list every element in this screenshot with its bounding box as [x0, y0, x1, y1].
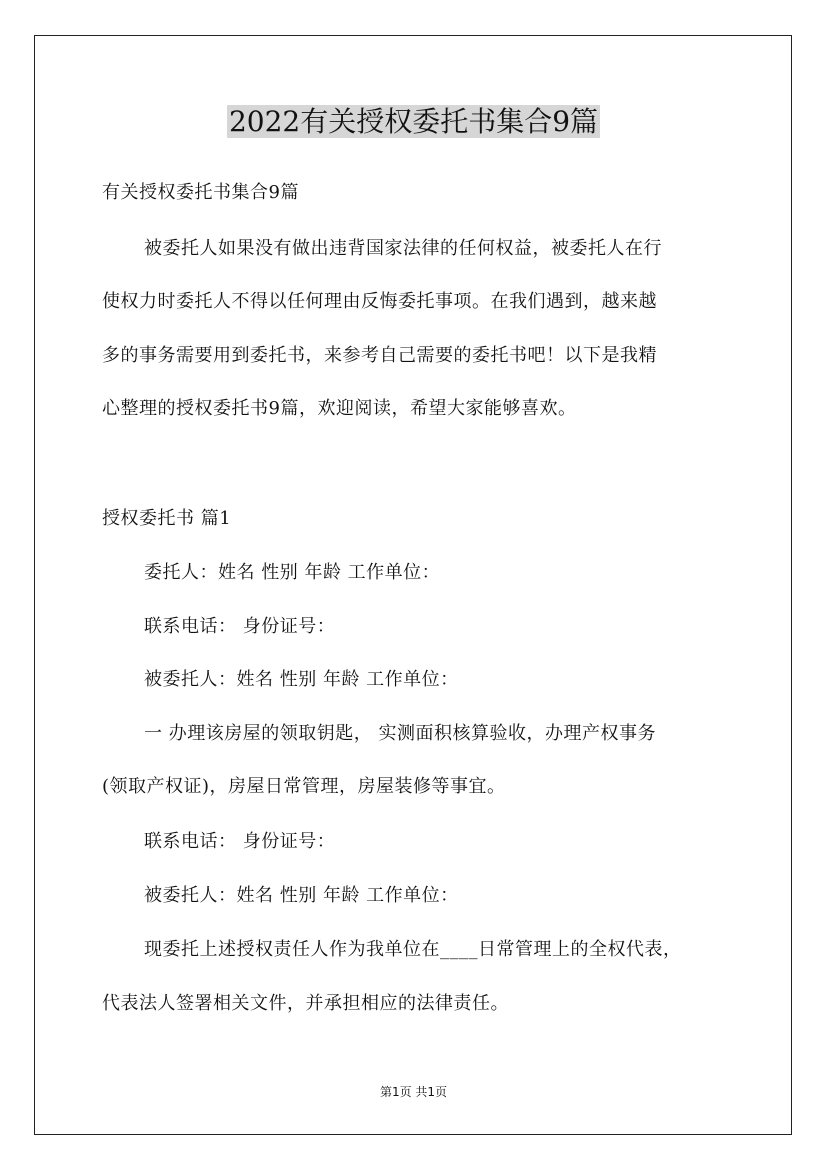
body-line: 被委托人：姓名 性别 年龄 工作单位： [144, 669, 459, 690]
intro-line: 多的事务需要用到委托书，来参考自己需要的委托书吧！以下是我精 [102, 345, 657, 366]
intro-line: 使权力时委托人不得以任何理由反悔委托事项。在我们遇到，越来越 [102, 291, 657, 312]
body-line: 现委托上述授权责任人作为我单位在____日常管理上的全权代表， [144, 939, 682, 960]
body-line: (领取产权证)，房屋日常管理，房屋装修等事宜。 [102, 776, 506, 797]
document-title [0, 102, 827, 142]
document-title-text: 2022有关授权委托书集合9篇 [228, 105, 599, 138]
body-line: 联系电话： 身份证号： [144, 831, 336, 852]
page-footer: 第1页 共1页 [379, 1085, 448, 1099]
intro-line: 被委托人如果没有做出违背国家法律的任何权益，被委托人在行 [144, 238, 662, 259]
intro-line: 心整理的授权委托书9篇，欢迎阅读，希望大家能够喜欢。 [102, 398, 577, 419]
document-subtitle: 有关授权委托书集合9篇 [102, 182, 299, 203]
body-line: 一 办理该房屋的领取钥匙， 实测面积核算验收，办理产权事务 [144, 723, 656, 744]
body-line: 联系电话： 身份证号： [144, 616, 336, 637]
body-line: 代表法人签署相关文件，并承担相应的法律责任。 [102, 993, 509, 1014]
body-line: 委托人：姓名 性别 年龄 工作单位： [144, 562, 441, 583]
body-line: 被委托人：姓名 性别 年龄 工作单位： [144, 885, 459, 906]
section-heading: 授权委托书 篇1 [102, 508, 232, 529]
